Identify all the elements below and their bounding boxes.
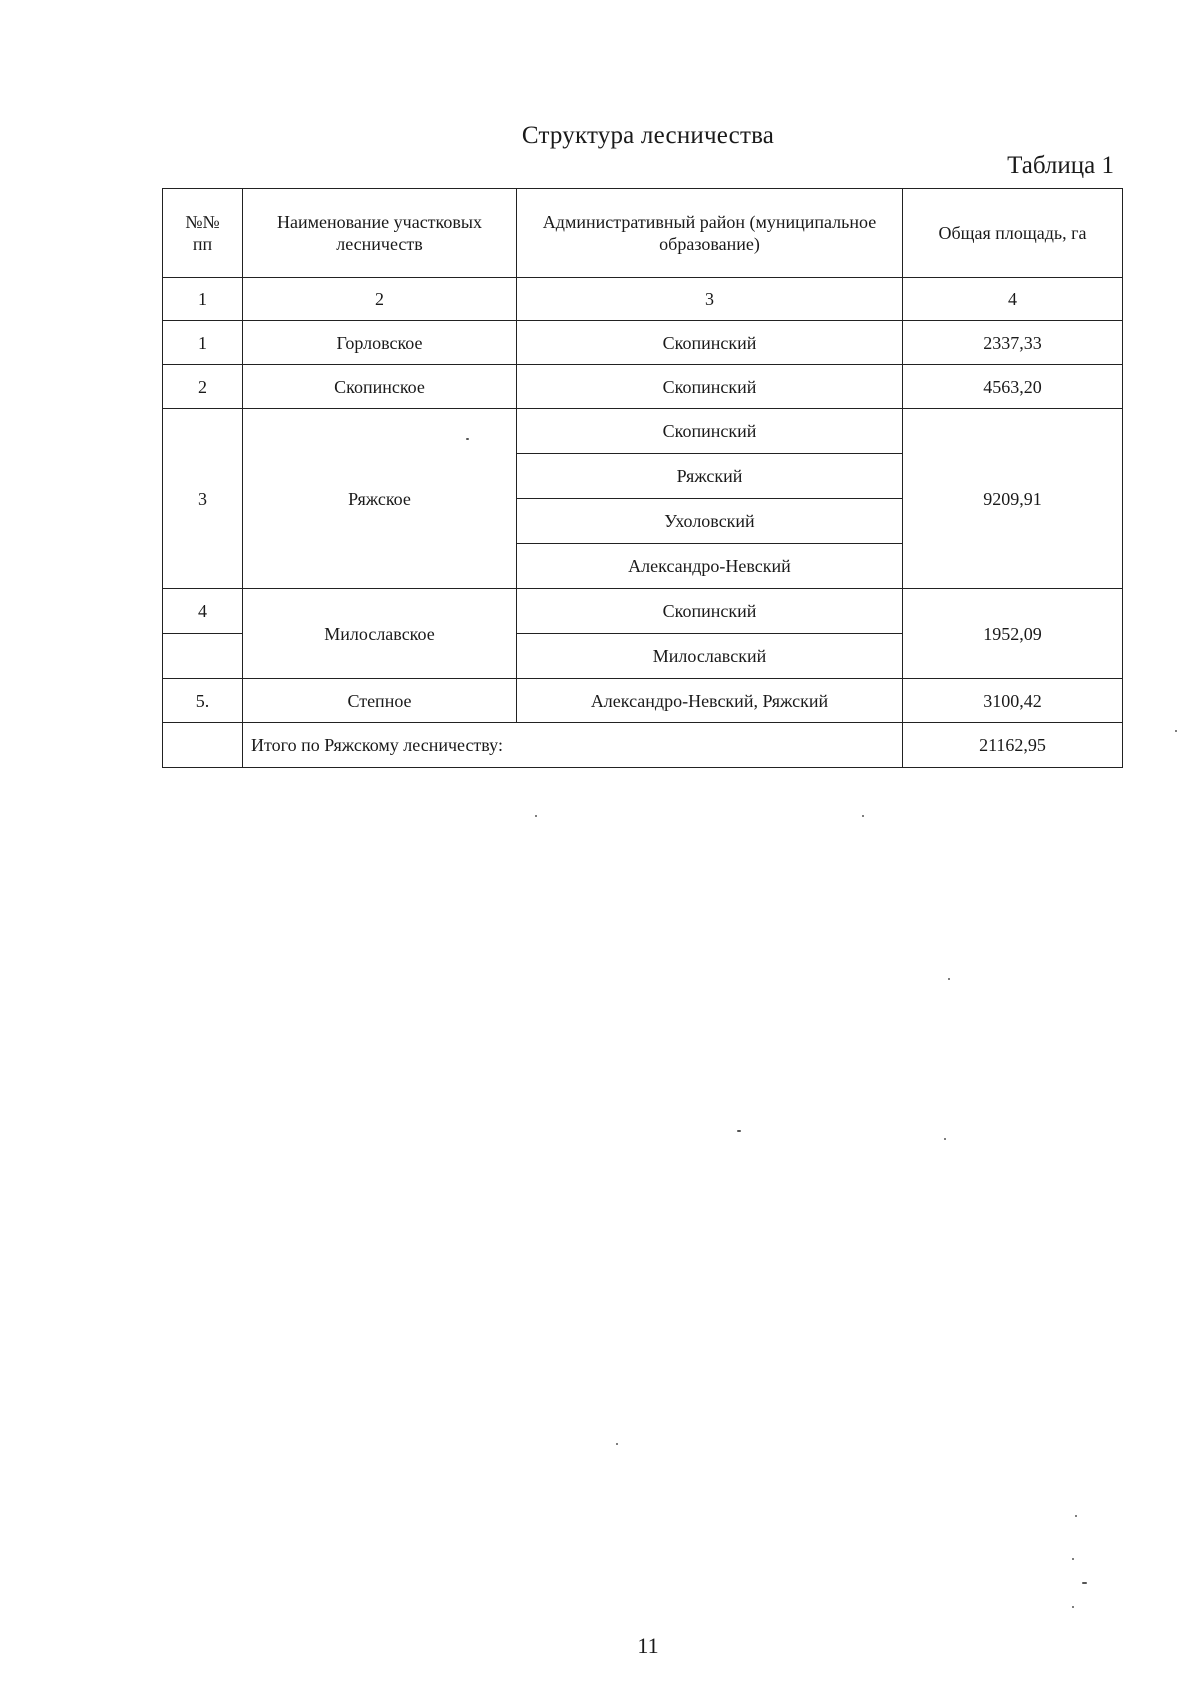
area-value: 3100,42	[903, 679, 1123, 723]
scan-speck	[737, 1130, 741, 1132]
column-number: 4	[903, 278, 1123, 321]
scan-speck	[862, 815, 864, 817]
scan-speck	[1072, 1558, 1074, 1560]
scan-speck	[944, 1138, 946, 1140]
district: Скопинский	[517, 589, 903, 634]
scan-speck	[535, 815, 537, 817]
district: Ряжский	[517, 454, 903, 499]
total-row	[163, 723, 1123, 768]
forestry-name: Милославское	[243, 589, 517, 679]
area-value: 9209,91	[903, 409, 1123, 589]
table-row	[163, 365, 1123, 409]
scan-speck	[1072, 1606, 1074, 1608]
column-number-row	[163, 278, 1123, 321]
district: Александро-Невский	[517, 544, 903, 589]
district: Ухоловский	[517, 499, 903, 544]
header-area: Общая площадь, га	[903, 189, 1123, 278]
district: Александро-Невский, Ряжский	[517, 679, 903, 723]
total-label: Итого по Ряжскому лесничеству:	[243, 723, 903, 768]
table-label: Таблица 1	[1007, 152, 1114, 179]
scan-speck	[948, 978, 950, 980]
forestry-name: Ряжское	[243, 409, 517, 589]
column-number: 1	[163, 278, 243, 321]
forestry-structure-table	[162, 188, 1123, 768]
total-area-value: 21162,95	[903, 723, 1123, 768]
forestry-name: Скопинское	[243, 365, 517, 409]
row-number: 5.	[163, 679, 243, 723]
header-number: №№ пп	[163, 189, 243, 278]
page-title: Структура лесничества	[521, 122, 775, 149]
scan-speck	[616, 1443, 618, 1445]
scan-speck	[1175, 730, 1177, 732]
table-row	[163, 321, 1123, 365]
district: Милославский	[517, 634, 903, 679]
header-forestry-name: Наименование участковых лесничеств	[243, 189, 517, 278]
row-number-empty	[163, 723, 243, 768]
table-header-row	[163, 189, 1123, 278]
scan-speck	[466, 438, 469, 440]
district: Скопинский	[517, 409, 903, 454]
scan-speck	[1075, 1515, 1077, 1517]
column-number: 3	[517, 278, 903, 321]
district: Скопинский	[517, 365, 903, 409]
forestry-name: Горловское	[243, 321, 517, 365]
area-value: 2337,33	[903, 321, 1123, 365]
table-row	[163, 679, 1123, 723]
row-number: 4	[163, 589, 243, 634]
page-number: 11	[637, 1633, 659, 1658]
area-value: 4563,20	[903, 365, 1123, 409]
row-number: 2	[163, 365, 243, 409]
forestry-name: Степное	[243, 679, 517, 723]
district: Скопинский	[517, 321, 903, 365]
table-row	[163, 409, 1123, 454]
scan-speck	[1082, 1582, 1087, 1584]
row-number: 3	[163, 409, 243, 589]
row-number-empty	[163, 634, 243, 679]
column-number: 2	[243, 278, 517, 321]
row-number: 1	[163, 321, 243, 365]
table-row	[163, 589, 1123, 634]
area-value: 1952,09	[903, 589, 1123, 679]
header-district: Административный район (муниципальное образование)	[517, 189, 903, 278]
